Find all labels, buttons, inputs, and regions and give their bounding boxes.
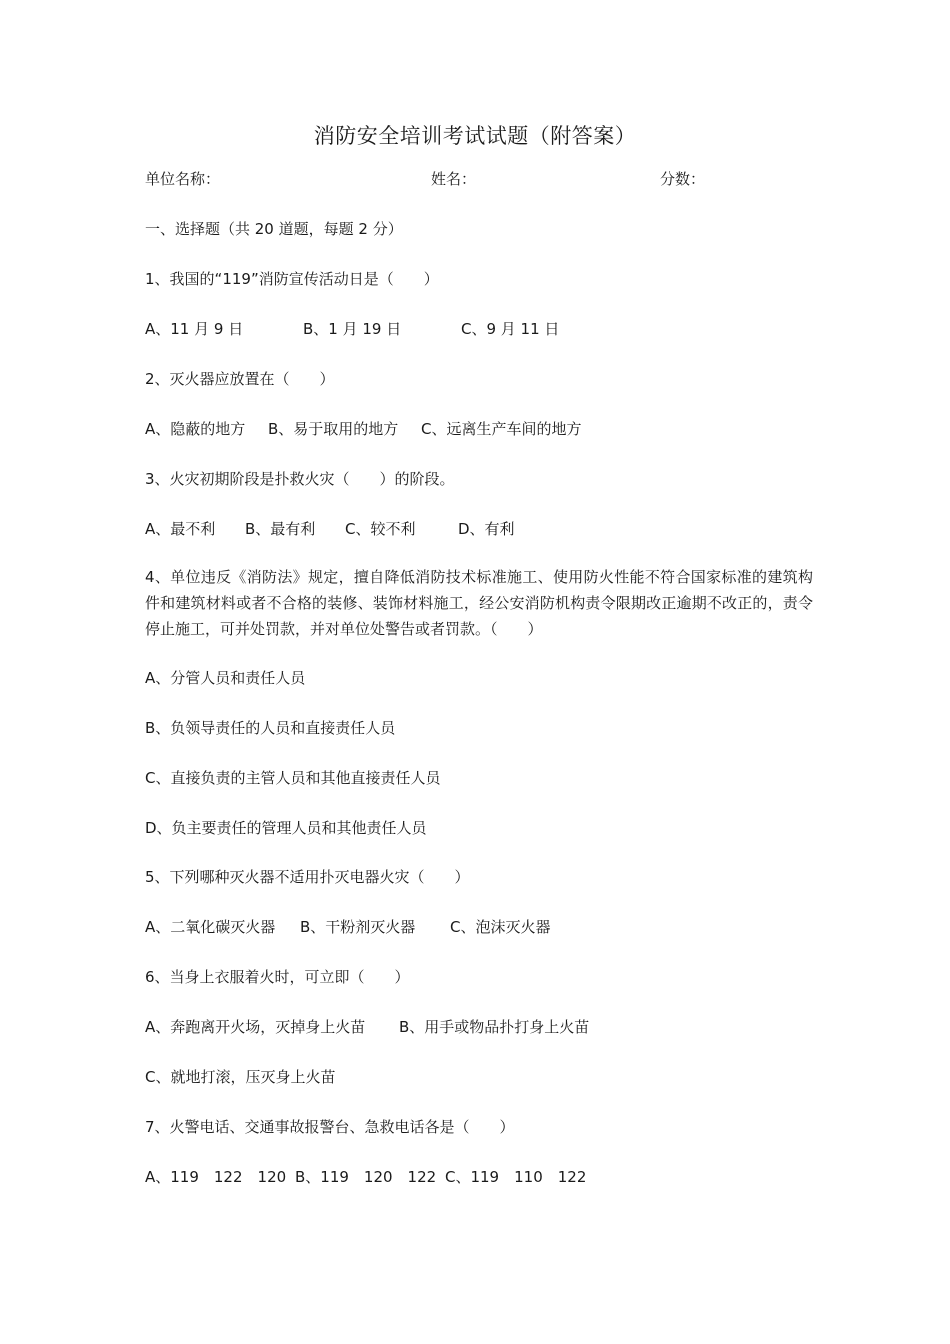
question-2-stem: 2、灭火器应放置在（ ） bbox=[145, 370, 335, 388]
exam-header-fields bbox=[145, 168, 765, 190]
q3-option-d: D、有利 bbox=[458, 520, 515, 538]
question-7-stem: 7、火警电话、交通事故报警台、急救电话各是（ ） bbox=[145, 1118, 515, 1136]
q5-option-b: B、干粉剂灭火器 bbox=[300, 918, 416, 936]
question-3-options bbox=[145, 518, 515, 539]
q4-option-d: D、负主要责任的管理人员和其他责任人员 bbox=[145, 819, 427, 837]
q3-option-c: C、较不利 bbox=[345, 520, 416, 538]
q2-option-a: A、隐蔽的地方 bbox=[145, 420, 246, 438]
q7-option-c: C、119 110 122 bbox=[445, 1168, 587, 1186]
q4-option-b: B、负领导责任的人员和直接责任人员 bbox=[145, 719, 396, 737]
q2-option-b: B、易于取用的地方 bbox=[268, 420, 399, 438]
question-5-options bbox=[145, 916, 550, 937]
q3-option-b: B、最有利 bbox=[245, 520, 316, 538]
q1-option-b: B、1 月 19 日 bbox=[303, 320, 402, 338]
question-3-stem: 3、火灾初期阶段是扑救火灾（ ）的阶段。 bbox=[145, 470, 455, 488]
q2-option-c: C、远离生产车间的地方 bbox=[421, 420, 582, 438]
section-heading: 一、选择题（共 20 道题，每题 2 分） bbox=[145, 220, 403, 238]
question-1-options bbox=[145, 318, 559, 339]
name-label: 姓名： bbox=[431, 170, 477, 188]
q4-option-c: C、直接负责的主管人员和其他直接责任人员 bbox=[145, 769, 441, 787]
unit-name-label: 单位名称： bbox=[145, 170, 221, 188]
question-4-stem: 4、单位违反《消防法》规定，擅自降低消防技术标准施工、使用防火性能不符合国家标准的建筑构件和建筑材料或者不合格的装修、装饰材料施工，经公安消防机构责令限期改正逾期不改正的，责令停止施工，可并处罚款，并对单位处警告或者罚款。（ ） bbox=[145, 568, 813, 638]
q3-option-a: A、最不利 bbox=[145, 520, 216, 538]
q5-option-a: A、二氧化碳灭火器 bbox=[145, 918, 276, 936]
q1-option-c: C、9 月 11 日 bbox=[461, 320, 560, 338]
q7-option-a: A、119 122 120 bbox=[145, 1168, 287, 1186]
question-7-options bbox=[145, 1166, 586, 1187]
q5-option-c: C、泡沫灭火器 bbox=[450, 918, 551, 936]
question-5-stem: 5、下列哪种灭火器不适用扑灭电器火灾（ ） bbox=[145, 868, 470, 886]
q6-option-b: B、用手或物品扑打身上火苗 bbox=[399, 1018, 590, 1036]
question-1-stem: 1、我国的“119”消防宣传活动日是（ ） bbox=[145, 270, 439, 288]
q6-option-a: A、奔跑离开火场，灭掉身上火苗 bbox=[145, 1018, 366, 1036]
question-2-options bbox=[145, 418, 581, 439]
q7-option-b: B、119 120 122 bbox=[295, 1168, 437, 1186]
document-title: 消防安全培训考试试题（附答案） bbox=[313, 124, 637, 148]
question-6-options-row1 bbox=[145, 1016, 589, 1037]
q4-option-a: A、分管人员和责任人员 bbox=[145, 669, 306, 687]
question-6-stem: 6、当身上衣服着火时，可立即（ ） bbox=[145, 968, 410, 986]
q1-option-a: A、11 月 9 日 bbox=[145, 320, 244, 338]
score-label: 分数： bbox=[660, 170, 706, 188]
q6-option-c: C、就地打滚，压灭身上火苗 bbox=[145, 1068, 336, 1086]
